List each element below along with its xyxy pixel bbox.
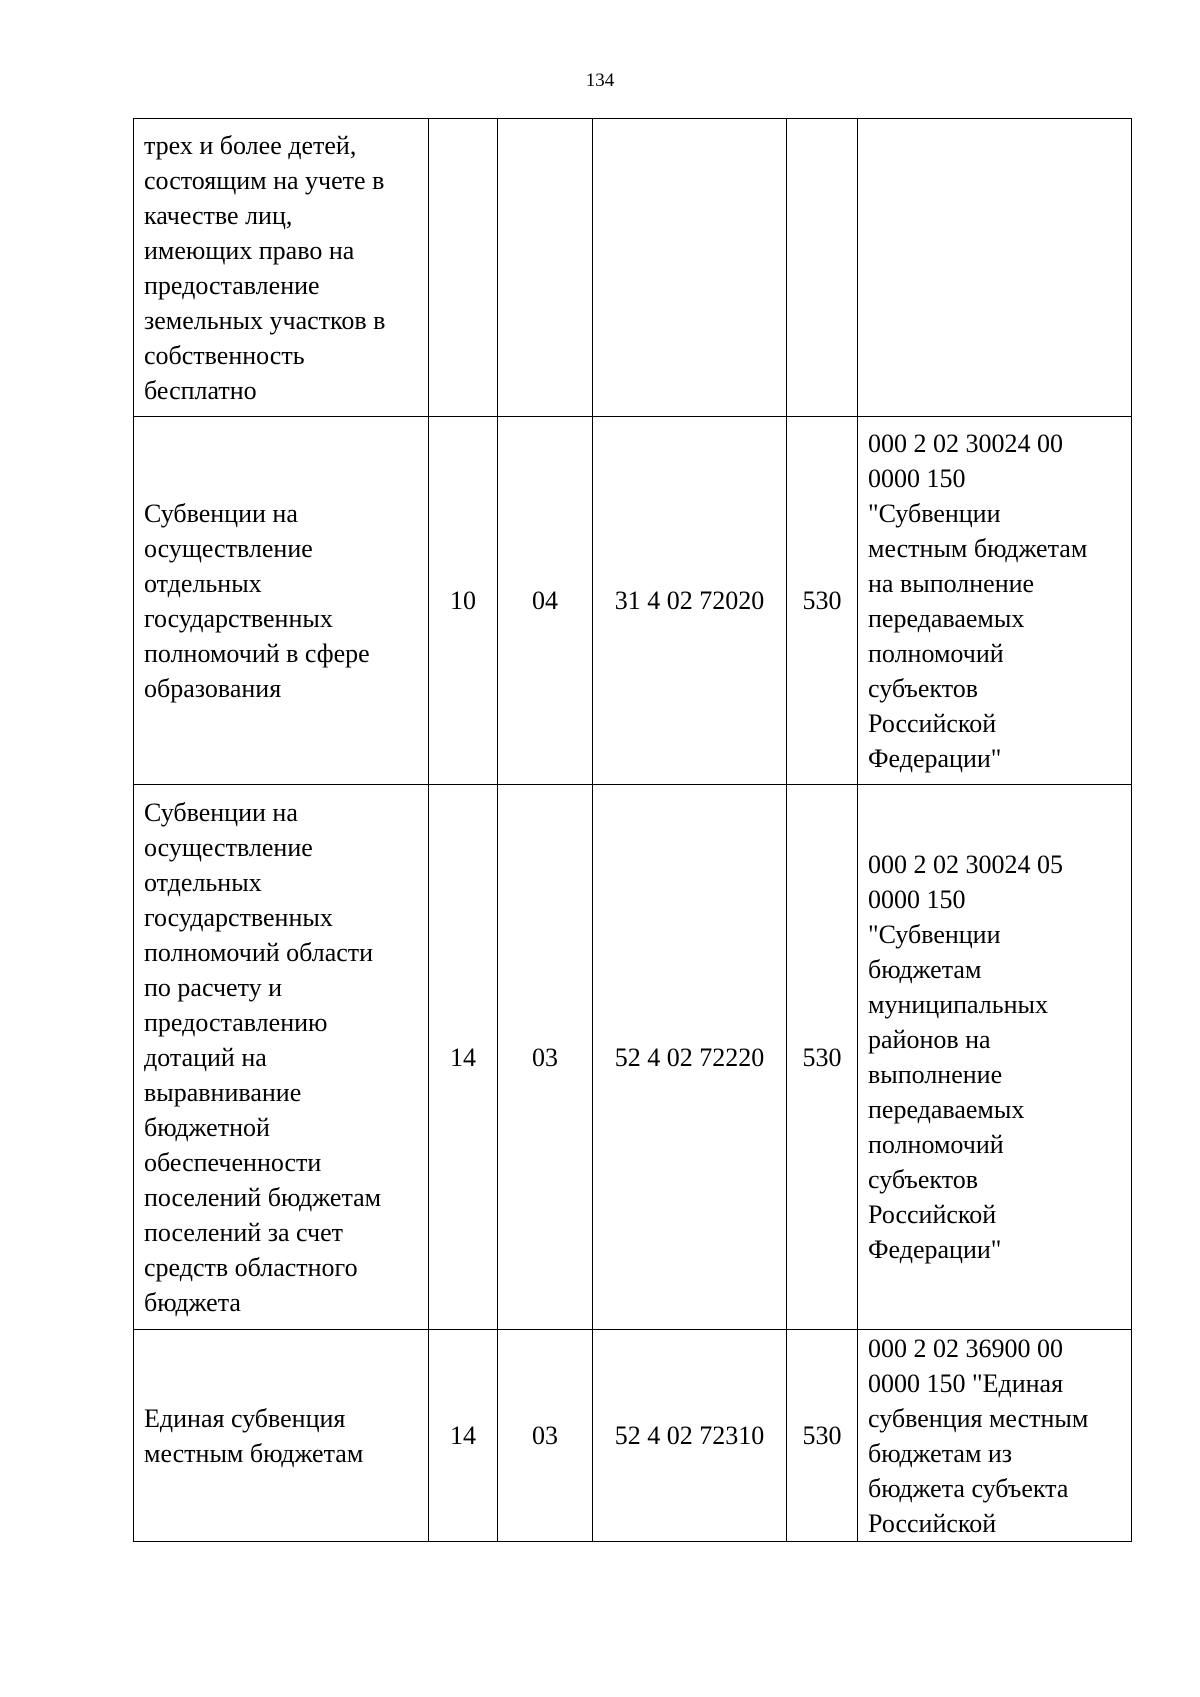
target-article-cell: 52 4 02 72310 [593, 1330, 787, 1542]
table-row [134, 119, 1132, 417]
section-code-cell [429, 119, 498, 417]
subsection-code-cell: 03 [498, 785, 593, 1330]
section-code-cell: 14 [429, 1330, 498, 1542]
expense-type-cell: 530 [787, 1330, 858, 1542]
row-name-cell: Субвенции на осуществление отдельных государственных полномочий области по расчету и предоставлению дотаций на выравнивание бюджетной обеспеченности поселений бюджетам поселений за счет средств областного бюджета [134, 785, 429, 1330]
target-article-cell: 31 4 02 72020 [593, 417, 787, 785]
expense-type-cell: 530 [787, 785, 858, 1330]
page-number: 134 [585, 70, 615, 91]
budget-table [133, 118, 1132, 1542]
section-code-cell: 10 [429, 417, 498, 785]
expense-type-cell [787, 119, 858, 417]
subsection-code-cell: 04 [498, 417, 593, 785]
table-row [134, 785, 1132, 1330]
revenue-source-cell: 000 2 02 30024 05 0000 150 "Субвенции бюджетам муниципальных районов на выполнение передаваемых полномочий субъектов Российской Федерации" [858, 785, 1132, 1330]
subsection-code-cell: 03 [498, 1330, 593, 1542]
subsection-code-cell [498, 119, 593, 417]
row-name-cell: Субвенции на осуществление отдельных государственных полномочий в сфере образования [134, 417, 429, 785]
revenue-source-cell: 000 2 02 30024 00 0000 150 "Субвенции местным бюджетам на выполнение передаваемых полномочий субъектов Российской Федерации" [858, 417, 1132, 785]
revenue-source-cell: 000 2 02 36900 00 0000 150 "Единая субвенция местным бюджетам из бюджета субъекта Российской [858, 1330, 1132, 1542]
section-code-cell: 14 [429, 785, 498, 1330]
table-row [134, 1330, 1132, 1542]
row-name-cell: Единая субвенция местным бюджетам [134, 1330, 429, 1542]
revenue-source-cell [858, 119, 1132, 417]
row-name-cell: трех и более детей, состоящим на учете в качестве лиц, имеющих право на предоставление земельных участков в собственность бесплатно [134, 119, 429, 417]
target-article-cell [593, 119, 787, 417]
table-row [134, 417, 1132, 785]
expense-type-cell: 530 [787, 417, 858, 785]
target-article-cell: 52 4 02 72220 [593, 785, 787, 1330]
